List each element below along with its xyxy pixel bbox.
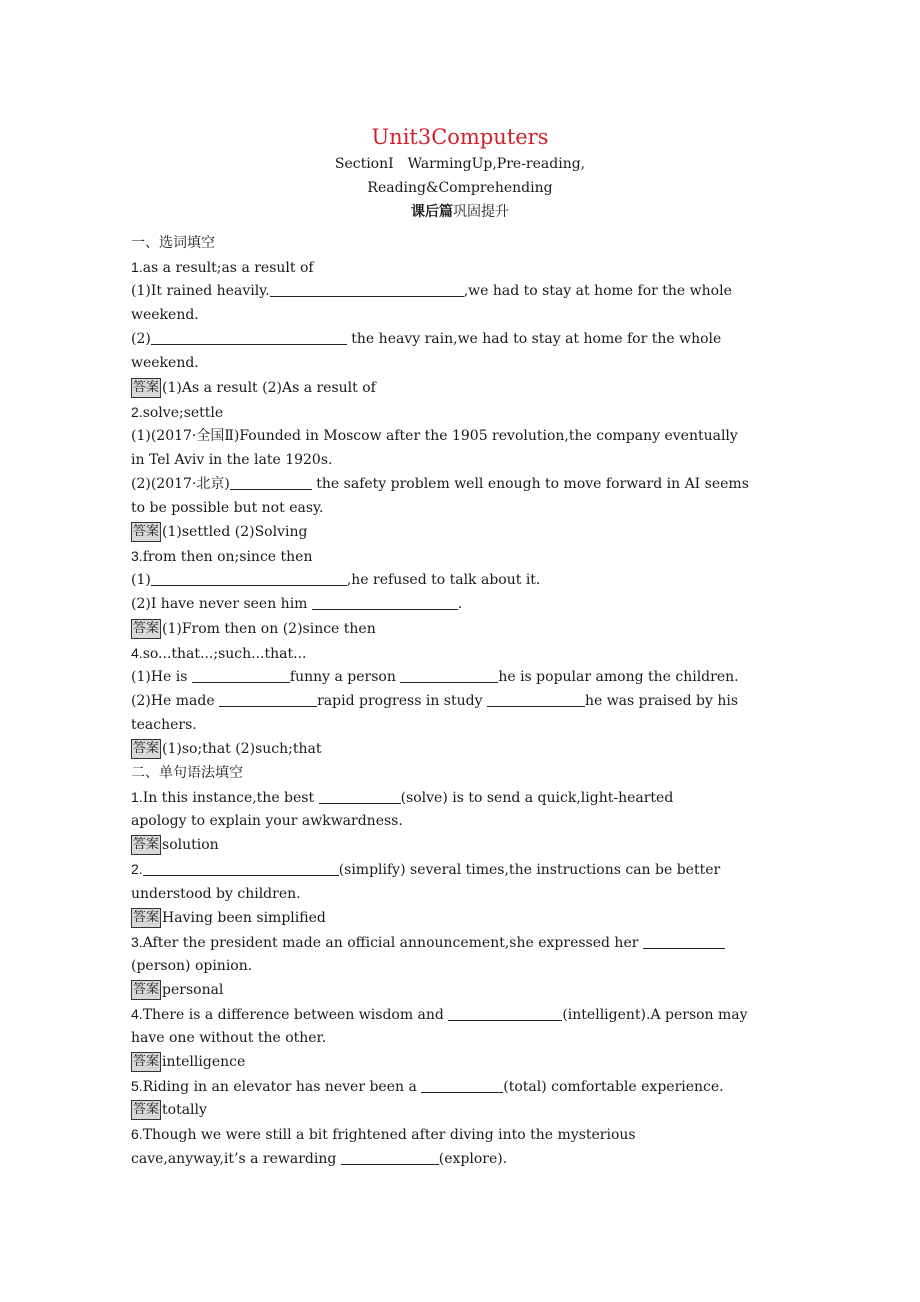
answer-badge: 答案	[131, 1052, 161, 1072]
sentence-text: In this instance,the best	[142, 790, 319, 807]
p2-q6	[131, 1122, 821, 1146]
sentence-text: he is popular among the children.	[498, 668, 739, 685]
fill-blank[interactable]	[319, 788, 401, 804]
sentence-text: rapid progress in study	[317, 692, 487, 709]
p1-q2-sentence1: (1)(2017·全国Ⅱ)Founded in Moscow after the 1905 revolution,the company eventually	[131, 427, 738, 444]
fill-blank[interactable]	[143, 860, 339, 876]
p1-q4-phrase-line	[131, 641, 821, 665]
part1-heading: 一、选词填空	[131, 235, 215, 251]
fill-blank[interactable]	[219, 691, 317, 707]
p1-q1-phrase-line	[131, 255, 821, 279]
p2-q2-answer	[131, 906, 821, 930]
p1-q2-sentence1-cont: in Tel Aviv in the late 1920s.	[131, 451, 333, 468]
sentence-text: (2)He made	[131, 692, 220, 709]
fill-blank[interactable]	[421, 1077, 503, 1093]
p1-q1-sentence2	[131, 327, 821, 351]
p1-q2-answer	[131, 520, 821, 544]
answer-text: solution	[162, 837, 219, 854]
p1-q1-sentence2-cont: weekend.	[131, 355, 199, 372]
sentence-text: (1)	[131, 572, 151, 589]
p2-q4-answer	[131, 1050, 821, 1074]
question-number: 3.	[131, 548, 143, 565]
sentence-text: Riding in an elevator has never been a	[142, 1079, 422, 1096]
fill-blank[interactable]	[341, 1149, 439, 1165]
answer-badge: 答案	[131, 522, 161, 542]
sentence-text: (1)It rained heavily.	[131, 283, 270, 300]
answer-text: (1)As a result (2)As a result of	[162, 379, 376, 396]
answer-text: personal	[162, 981, 224, 998]
worksheet-content	[131, 231, 821, 1171]
sentence-text: (2)	[131, 331, 151, 348]
sentence-text: After the president made an official announcement,she expressed her	[142, 934, 643, 951]
question-number: 4.	[131, 1006, 143, 1022]
p1-q2-sentence2	[131, 472, 821, 496]
answer-text: intelligence	[162, 1054, 246, 1071]
sentence-text: (total) comfortable experience.	[503, 1079, 724, 1096]
sentence-text: (2)I have never seen him	[131, 596, 312, 613]
fill-blank[interactable]	[400, 667, 498, 683]
phrase-options: from then on;since then	[142, 549, 313, 566]
sentence-text: (1)He is	[131, 668, 192, 685]
document-header	[0, 122, 920, 224]
question-number: 1.	[131, 259, 143, 276]
fill-blank[interactable]	[448, 1005, 562, 1021]
phrase-options: as a result;as a result of	[142, 260, 314, 277]
sentence-text: cave,anyway,it’s a rewarding	[131, 1150, 341, 1167]
fill-blank[interactable]	[151, 570, 347, 586]
answer-badge: 答案	[131, 835, 161, 855]
sentence-text: he was praised by his	[584, 692, 739, 709]
p1-q1-sentence1-cont: weekend.	[131, 307, 199, 324]
question-number: 2.	[131, 861, 143, 878]
p1-q4-sentence2	[131, 689, 821, 713]
section-title-line1: SectionⅠ WarmingUp,Pre-reading,	[334, 156, 586, 172]
phrase-options: so...that...;such...that...	[142, 645, 307, 662]
answer-text: (1)so;that (2)such;that	[162, 740, 322, 757]
sentence-text: the heavy rain,we had to stay at home for the whole	[346, 331, 722, 348]
p1-q2-phrase-line	[131, 400, 821, 424]
p1-q3-sentence2	[131, 592, 821, 616]
fill-blank[interactable]	[230, 474, 312, 490]
question-number: 3.	[131, 933, 143, 950]
sentence-text: Though we were still a bit frightened after diving into the mysterious	[142, 1127, 636, 1144]
question-number: 4.	[131, 644, 143, 661]
p2-q1-cont: apology to explain your awkwardness.	[131, 813, 403, 830]
answer-badge: 答案	[131, 378, 161, 398]
section-tag	[0, 200, 920, 224]
question-number: 5.	[131, 1078, 143, 1095]
p2-q2-cont: understood by children.	[131, 885, 301, 902]
p1-q3-phrase-line	[131, 544, 821, 568]
p2-q1	[131, 785, 821, 809]
p1-q2-sentence2-cont: to be possible but not easy.	[131, 500, 324, 517]
sentence-text: (solve) is to send a quick,light-hearted	[400, 790, 674, 807]
unit-title: Unit3Computers	[371, 125, 549, 149]
fill-blank[interactable]	[312, 594, 458, 610]
fill-blank[interactable]	[487, 691, 585, 707]
p2-q6-cont	[131, 1147, 821, 1171]
question-number: 6.	[131, 1126, 143, 1143]
section-title-line2: Reading&Comprehending	[367, 180, 553, 196]
sentence-text: (intelligent).A person may	[562, 1007, 748, 1023]
phrase-options: solve;settle	[142, 404, 224, 421]
p2-q5	[131, 1074, 821, 1098]
part2-heading: 二、单句语法填空	[131, 765, 243, 782]
question-number: 1.	[131, 789, 143, 806]
sentence-text: funny a person	[289, 668, 401, 685]
p1-q1-sentence1	[131, 279, 821, 303]
fill-blank[interactable]	[151, 329, 347, 345]
p1-q4-sentence1	[131, 665, 821, 689]
answer-text: (1)From then on (2)since then	[162, 620, 376, 637]
answer-text: (1)settled (2)Solving	[162, 524, 308, 541]
question-number: 2.	[131, 403, 143, 420]
p2-q4	[131, 1002, 821, 1026]
p1-q3-answer	[131, 617, 821, 641]
sentence-text: .	[457, 596, 463, 613]
sentence-text: ,he refused to talk about it.	[346, 572, 541, 589]
p1-q1-answer	[131, 376, 821, 400]
p2-q2	[131, 857, 821, 881]
p1-q4-answer	[131, 737, 821, 761]
fill-blank[interactable]	[192, 667, 290, 683]
answer-badge: 答案	[131, 739, 161, 759]
answer-text: Having been simplified	[162, 909, 326, 926]
p1-q4-sentence2-cont: teachers.	[131, 716, 197, 733]
sentence-text: There is a difference between wisdom and	[142, 1007, 449, 1023]
answer-badge: 答案	[131, 980, 161, 1000]
sentence-text: (explore).	[438, 1150, 508, 1167]
p2-q1-answer	[131, 833, 821, 857]
p2-q4-cont: have one without the other.	[131, 1030, 327, 1047]
section-tag-rest: 巩固提升	[453, 204, 509, 220]
answer-badge: 答案	[131, 619, 161, 639]
section-tag-bold: 课后篇	[411, 204, 453, 220]
sentence-text: (simplify) several times,the instructions can be better	[338, 862, 721, 879]
sentence-text: (2)(2017·北京)	[131, 475, 230, 492]
p2-q3-answer	[131, 978, 821, 1002]
answer-badge: 答案	[131, 1100, 161, 1120]
answer-text: totally	[162, 1102, 207, 1119]
answer-badge: 答案	[131, 908, 161, 928]
p2-q5-answer	[131, 1098, 821, 1122]
sentence-text: the safety problem well enough to move forward in AI seems	[311, 475, 749, 492]
p2-q3-cont: (person) opinion.	[131, 957, 253, 974]
fill-blank[interactable]	[270, 281, 464, 297]
fill-blank[interactable]	[643, 933, 725, 949]
p2-q3	[131, 930, 821, 954]
p1-q3-sentence1	[131, 568, 821, 592]
sentence-text: ,we had to stay at home for the whole	[463, 283, 732, 300]
